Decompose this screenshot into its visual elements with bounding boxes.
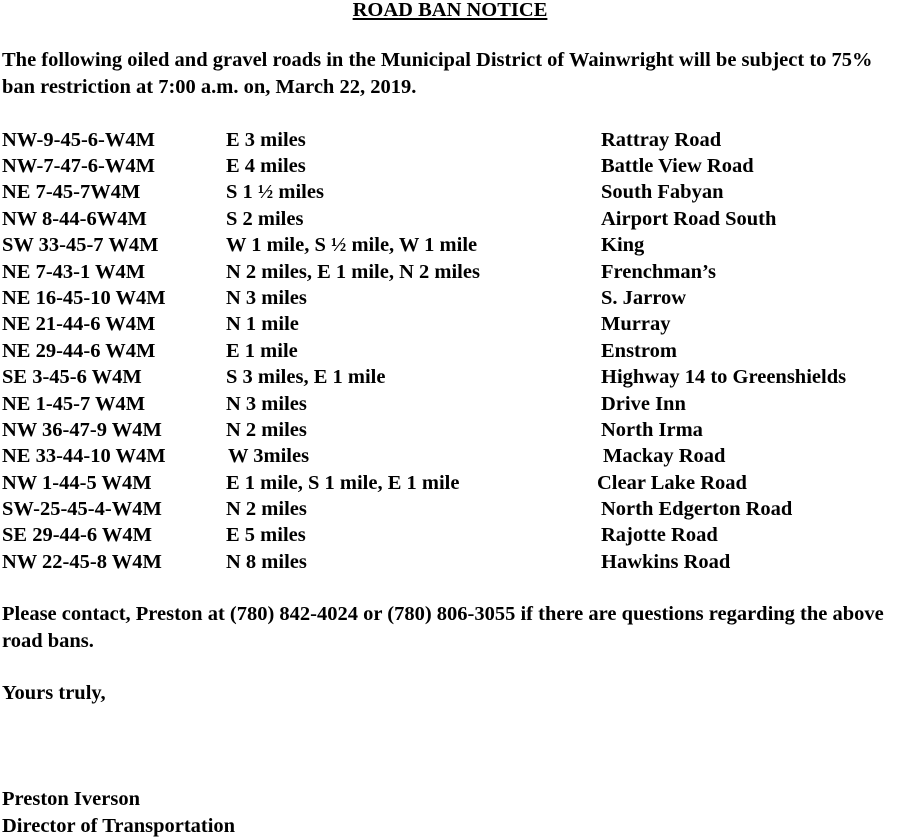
road-name: Highway 14 to Greenshields [601,364,846,390]
road-distance: S 3 miles, E 1 mile [226,364,385,390]
road-name: Battle View Road [601,153,754,179]
table-row [0,338,900,364]
road-distance: N 2 miles [226,496,307,522]
road-location: NE 7-45-7W4M [2,179,140,205]
table-row [0,470,900,496]
road-name: Rattray Road [601,127,721,153]
road-distance: E 1 mile [226,338,298,364]
road-location: NE 21-44-6 W4M [2,311,155,337]
road-location: NE 7-43-1 W4M [2,259,145,285]
page-title: ROAD BAN NOTICE [0,0,900,23]
road-name: Hawkins Road [601,549,730,575]
table-row [0,179,900,205]
road-distance: N 8 miles [226,549,307,575]
table-row [0,311,900,337]
road-distance: W 1 mile, S ½ mile, W 1 mile [226,232,477,258]
intro-paragraph: The following oiled and gravel roads in the Municipal District of Wainwright will be subject to 75% ban restriction at 7:00 a.m. on, March 22, 2019. [2,47,900,100]
signer-position: Director of Transportation [2,813,900,839]
road-distance: S 1 ½ miles [226,179,324,205]
road-location: NW 1-44-5 W4M [2,470,152,496]
road-name: Airport Road South [601,206,776,232]
road-location: NW 36-47-9 W4M [2,417,162,443]
road-location: SW-25-45-4-W4M [2,496,162,522]
table-row [0,206,900,232]
road-distance: N 2 miles [226,417,307,443]
table-row [0,127,900,153]
road-location: NE 29-44-6 W4M [2,338,155,364]
closing-line: Yours truly, [2,680,900,707]
road-location: NW 8-44-6W4M [2,206,147,232]
table-row [0,522,900,548]
table-row [0,153,900,179]
road-distance: E 3 miles [226,127,306,153]
road-location: SE 29-44-6 W4M [2,522,152,548]
table-row [0,417,900,443]
table-row [0,232,900,258]
contact-paragraph: Please contact, Preston at (780) 842-4024 or (780) 806-3055 if there are questions regarding the above road bans. [2,601,900,654]
road-name: North Irma [601,417,703,443]
road-location: NE 1-45-7 W4M [2,391,145,417]
road-distance: E 1 mile, S 1 mile, E 1 mile [226,470,459,496]
road-distance: N 2 miles, E 1 mile, N 2 miles [226,259,480,285]
road-name: Drive Inn [601,391,686,417]
road-name: Enstrom [601,338,677,364]
table-row [0,259,900,285]
table-row [0,443,900,469]
road-location: SE 3-45-6 W4M [2,364,142,390]
road-location: NW 22-45-8 W4M [2,549,162,575]
table-row [0,391,900,417]
road-name: North Edgerton Road [601,496,792,522]
road-distance: N 1 mile [226,311,299,337]
table-row [0,364,900,390]
road-name: Rajotte Road [601,522,718,548]
table-row [0,496,900,522]
road-location: NW-9-45-6-W4M [2,127,155,153]
road-distance: S 2 miles [226,206,303,232]
signer-name: Preston Iverson [2,786,900,813]
road-name: Clear Lake Road [597,470,747,496]
road-name: South Fabyan [601,179,723,205]
road-name: S. Jarrow [601,285,686,311]
table-row [0,285,900,311]
road-distance: E 4 miles [226,153,306,179]
road-distance: E 5 miles [226,522,306,548]
road-name: Frenchman’s [601,259,716,285]
table-row [0,549,900,575]
road-distance: N 3 miles [226,391,307,417]
road-distance: N 3 miles [226,285,307,311]
road-location: NW-7-47-6-W4M [2,153,155,179]
signature-block [2,786,900,839]
road-location: NE 16-45-10 W4M [2,285,166,311]
road-distance: W 3miles [228,443,309,469]
road-name: Murray [601,311,670,337]
road-name: Mackay Road [603,443,725,469]
road-location: SW 33-45-7 W4M [2,232,158,258]
road-name: King [601,232,644,258]
road-location: NE 33-44-10 W4M [2,443,166,469]
